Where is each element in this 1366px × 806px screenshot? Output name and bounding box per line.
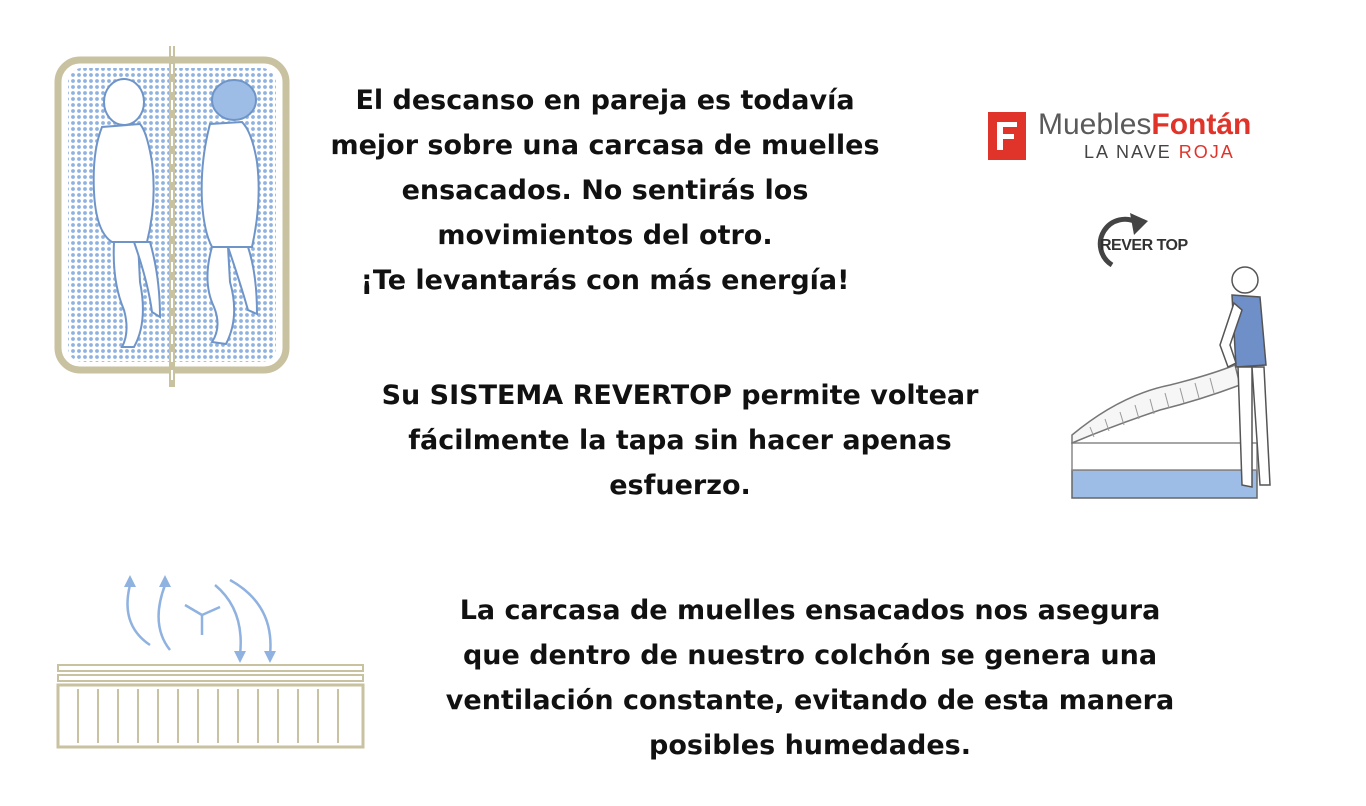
revertop-label: REVER TOP: [1100, 237, 1188, 254]
ventilation-text: [400, 588, 1220, 768]
text-line: La carcasa de muelles ensacados nos asegura: [459, 595, 1161, 626]
brand-name: [1038, 108, 1251, 142]
text-line: El descanso en pareja es todavía: [355, 85, 855, 116]
couple-mattress-illustration: [52, 42, 292, 392]
text-line: posibles humedades.: [649, 730, 971, 761]
brand-logo: [988, 108, 1288, 164]
brand-tagline: [1084, 142, 1235, 162]
brand-square-icon: [988, 112, 1026, 160]
couple-rest-text: [300, 78, 910, 303]
text-line: ventilación constante, evitando de esta manera: [445, 685, 1175, 716]
brand-name-bold: Fontán: [1151, 108, 1252, 141]
text-line: ensacados. No sentirás los: [401, 175, 809, 206]
text-line: fácilmente la tapa sin hacer apenas: [408, 425, 952, 456]
revertop-text: [360, 373, 1000, 508]
text-line: que dentro de nuestro colchón se genera una: [462, 640, 1158, 671]
text-line: ¡Te levantarás con más energía!: [360, 265, 850, 296]
brand-tagline-accent: ROJA: [1178, 142, 1235, 162]
revertop-illustration: [1060, 195, 1290, 535]
text-line: mejor sobre una carcasa de muelles: [330, 130, 880, 161]
brand-tagline-regular: LA NAVE: [1084, 142, 1172, 162]
text-line: Su SISTEMA REVERTOP permite voltear: [381, 380, 979, 411]
brand-name-regular: Muebles: [1038, 108, 1152, 141]
text-line: esfuerzo.: [609, 470, 751, 501]
airflow-arrows-icon: [128, 580, 271, 655]
ventilation-illustration: [30, 565, 380, 760]
text-line: movimientos del otro.: [437, 220, 773, 251]
fan-icon: [185, 605, 220, 635]
